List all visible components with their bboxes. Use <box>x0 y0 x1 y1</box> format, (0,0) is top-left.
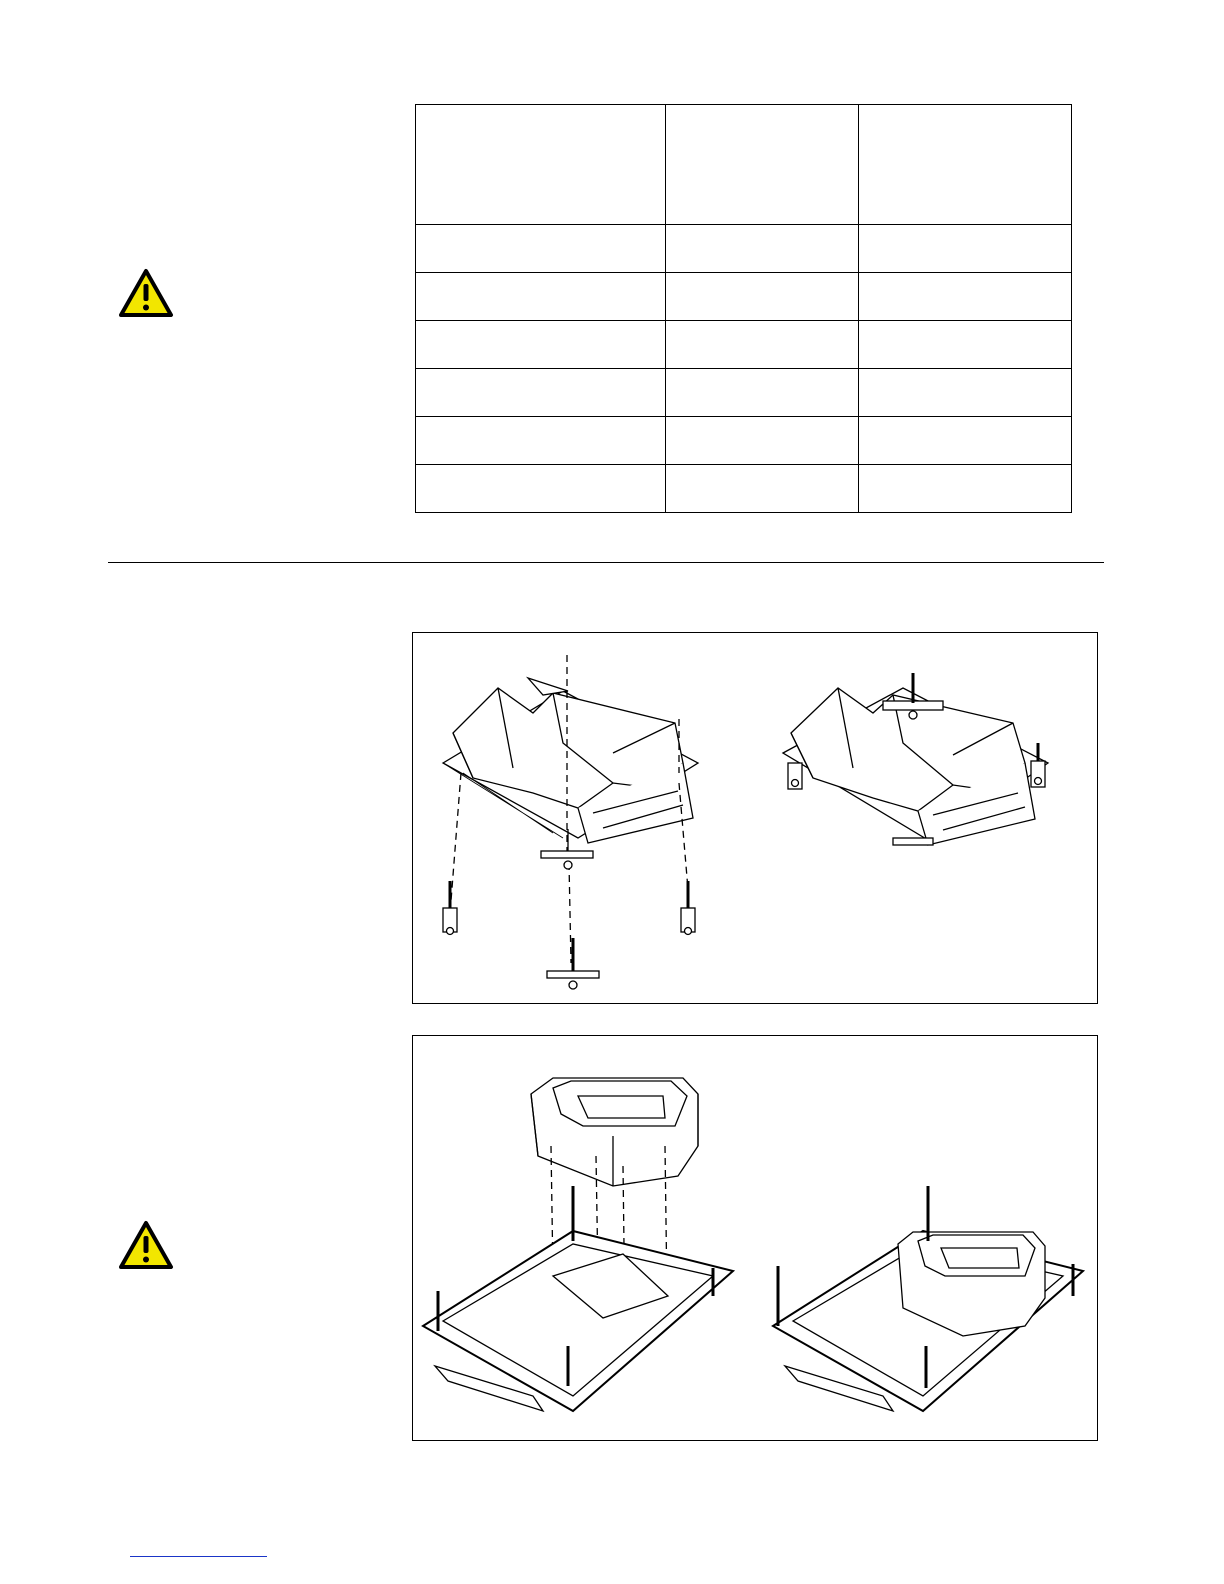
table-header-cell <box>416 105 666 225</box>
table-cell <box>859 321 1072 369</box>
table-cell <box>859 225 1072 273</box>
assembled-view <box>783 673 1048 845</box>
table-cell <box>859 273 1072 321</box>
table-header-row <box>416 105 1072 225</box>
table-cell <box>859 465 1072 513</box>
table-row <box>416 321 1072 369</box>
exploded-view <box>423 1078 733 1411</box>
table-cell <box>859 417 1072 465</box>
table-row <box>416 225 1072 273</box>
table-row <box>416 465 1072 513</box>
table-row <box>416 273 1072 321</box>
brace-assembly-figure <box>412 632 1098 1004</box>
table-cell <box>666 369 859 417</box>
table-header-cell <box>666 105 859 225</box>
table-header-cell <box>859 105 1072 225</box>
table-cell <box>666 273 859 321</box>
table-cell <box>666 465 859 513</box>
table-row <box>416 417 1072 465</box>
exploded-view <box>443 655 698 989</box>
collar-assembly-drawing <box>413 1036 1097 1440</box>
spec-table <box>415 104 1072 513</box>
table-cell <box>416 321 666 369</box>
table-row <box>416 369 1072 417</box>
warning-triangle-icon <box>118 1220 174 1270</box>
warning-triangle-icon <box>118 268 174 318</box>
footer-link-underline[interactable] <box>130 1556 267 1557</box>
table-cell <box>416 369 666 417</box>
table-cell <box>859 369 1072 417</box>
table-cell <box>666 321 859 369</box>
table-cell <box>416 273 666 321</box>
table-cell <box>666 417 859 465</box>
table-cell <box>416 465 666 513</box>
table-cell <box>416 225 666 273</box>
collar-assembly-figure <box>412 1035 1098 1441</box>
assembled-view <box>773 1186 1083 1411</box>
table-cell <box>666 225 859 273</box>
section-divider <box>108 562 1104 563</box>
table-cell <box>416 417 666 465</box>
brace-assembly-drawing <box>413 633 1097 1003</box>
